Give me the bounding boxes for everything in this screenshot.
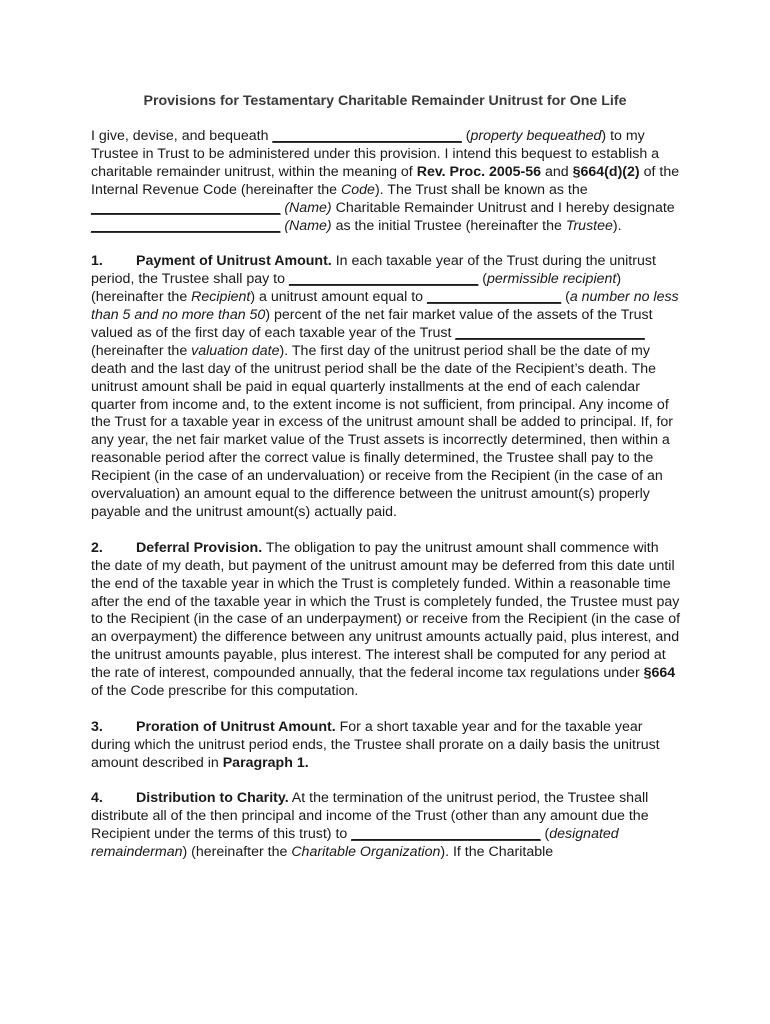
text: §664 bbox=[643, 665, 676, 682]
paragraph-heading: Deferral Provision. bbox=[136, 539, 263, 556]
text: ) (hereinafter the bbox=[91, 271, 622, 306]
text: §664(d)(2) bbox=[572, 163, 640, 180]
text: At the termination of the unitrust period, the Trustee shall distribute all of the then principal and income of the Trust (other than any amount due the Recipient under the terms of this trust) to bbox=[91, 790, 649, 843]
document-title: Provisions for Testamentary Charitable Remainder Unitrust for One Life bbox=[143, 93, 627, 109]
text: of the Internal Revenue Code (hereinafter the bbox=[91, 163, 680, 198]
text: Code bbox=[341, 181, 375, 198]
remainderman-blank: ________________________ bbox=[351, 826, 541, 843]
text: ). The Trust shall be known as the bbox=[374, 181, 588, 198]
text: Rev. Proc. 2005-56 bbox=[416, 163, 542, 180]
text: permissible recipient bbox=[487, 271, 617, 288]
text: of the Code prescribe for this computation. bbox=[91, 683, 359, 700]
text: as the initial Trustee (hereinafter the bbox=[331, 217, 566, 234]
text: (Name) bbox=[284, 217, 332, 234]
text: ). The first day of the unitrust period shall be the date of my death and the last day of the unitrust period shall be the date of the Recipient’s death. The unitrust amount shall be paid in equal quarterly installments at the end of each calendar quarter from income and, to the extent income is not sufficient, from principal. Any income of the Trust for a taxable year in excess of the unitrust amount shall be added to principal. If, for any year, the net fair market value of the Trust assets is incorrectly determined, then within a reasonable period after the correct value is finally determined, the Trustee shall pay to the Recipient (in the case of an undervaluation) or receive from the Recipient (in the case of an overvaluation) an amount equal to the difference between the unitrust amount(s) properly payable and the unitrust amount(s) actually paid. bbox=[91, 342, 674, 521]
text: Paragraph 1. bbox=[222, 754, 309, 771]
paragraph-4: 4. Distribution to Charity. At the termination of the unitrust period, the Trustee shall distribute all of the then principal and income of the Trust (other than any amount due the Recipient under the terms of this trust) to ________________________ (designated remainderman) (hereinafter the Charitable Organization). If the Charitable bbox=[91, 790, 649, 861]
text: In each taxable year of the Trust during the unitrust period, the Trustee shall pay to bbox=[91, 253, 656, 288]
text: ) to my Trustee in Trust to be administered under this provision. I intend this bequest to establish a charitable remainder unitrust, within the meaning of bbox=[91, 128, 660, 180]
paragraph-2 bbox=[91, 540, 681, 701]
text: (Name) bbox=[284, 199, 332, 216]
paragraph-heading: Distribution to Charity. bbox=[136, 790, 289, 807]
text: Charitable Organization bbox=[291, 844, 441, 861]
text: property bequeathed bbox=[470, 128, 602, 144]
text: (hereinafter the bbox=[91, 342, 192, 359]
text: ) percent of the net fair market value of the assets of the Trust valued as of the first day of each taxable year of the Trust bbox=[91, 307, 653, 341]
text: Recipient bbox=[191, 289, 251, 306]
paragraph-3 bbox=[91, 719, 681, 773]
paragraph-number: 1. bbox=[91, 253, 103, 270]
text: For a short taxable year and for the taxable year during which the unitrust period ends, the Trustee shall prorate on a daily basis the unitrust amount described in bbox=[91, 718, 660, 771]
paragraph-number: 3. bbox=[91, 718, 103, 735]
text: Trustee bbox=[565, 217, 613, 234]
text: ). bbox=[612, 217, 622, 234]
paragraph-heading: Payment of Unitrust Amount. bbox=[136, 253, 332, 270]
percent-blank: _________________ bbox=[427, 289, 562, 306]
text: a number no less than 5 and no more than 50 bbox=[91, 289, 679, 324]
text: The obligation to pay the unitrust amount shall commence with the date of my death, but payment of the unitrust amount may be deferred from this date until the end of the taxable year in which the Trust is completely funded. Within a reasonable time after the end of the taxable year in which the Trust is completely funded, the Trustee must pay to the Recipient (in the case of an underpayment) or receive from the Recipient (in the case of an overpayment) the difference between any unitrust amounts actually paid, plus interest, and the unitrust amounts payable, plus interest. The interest shall be computed for any period at the rate of interest, compounded annually, that the federal income tax regulations under bbox=[91, 539, 681, 682]
property-blank: ________________________ bbox=[272, 128, 462, 144]
text: and bbox=[541, 163, 573, 180]
text: I give, devise, and bequeath bbox=[91, 128, 273, 144]
recipient-blank: ________________________ bbox=[288, 271, 479, 288]
text: valuation date bbox=[191, 342, 280, 359]
text: designated remainderman bbox=[91, 826, 619, 861]
text: ). If the Charitable bbox=[440, 844, 554, 861]
paragraph-1: 1. Payment of Unitrust Amount. In each taxable year of the Trust during the unitrust period, the Trustee shall pay to ________________________ (permissible recipient) (hereinafter the Recipient) a unitrust amount equal to _________________ (a number no less than 5 and no more than 50) percent of the net fair market value of the assets of the Trust valued as of the first day of each taxable year of the Trust ________________________ (hereinafter the valuation date). The first day of the unitrust period shall be the date of my death and the last day of the unitrust period shall be the date of the Recipient’s death. The unitrust amount shall be paid in equal quarterly installments at the end of each calendar quarter from income and, to the extent income is not sufficient, from principal. Any income of the Trust for a taxable year in excess of the unitrust amount shall be added to principal. If, for any year, the net fair market value of the Trust assets is incorrectly determined, then within a reasonable period after the correct value is finally determined, the Trustee shall pay to the Recipient (in the case of an undervaluation) or receive from the Recipient (in the case of an overvaluation) an amount equal to the difference between the unitrust amount(s) properly payable and the unitrust amount(s) actually paid. bbox=[91, 253, 679, 521]
valuation-date-blank: ________________________ bbox=[455, 324, 645, 341]
paragraph-number: 2. bbox=[91, 539, 103, 556]
text: Charitable Remainder Unitrust and I hereby designate bbox=[331, 199, 675, 216]
paragraph-heading: Proration of Unitrust Amount. bbox=[136, 718, 336, 735]
document-body bbox=[91, 128, 681, 880]
trustee-name-blank: ________________________ bbox=[91, 217, 281, 234]
text: ) a unitrust amount equal to bbox=[250, 289, 427, 306]
paragraph-number: 4. bbox=[91, 790, 103, 807]
text: ) (hereinafter the bbox=[182, 844, 292, 861]
trust-name-blank: ________________________ bbox=[91, 199, 281, 216]
intro-paragraph: I give, devise, and bequeath ________________________ (property bequeathed) to my Trustee in Trust to be administered under this provision. I intend this bequest to establish a charitable remainder unitrust, within the meaning of Rev. Proc. 2005-56 and §664(d)(2) of the Internal Revenue Code (hereinafter the Code). The Trust shall be known as the ________________________ (Name) Charitable Remainder Unitrust and I hereby designate ________________________ (Name) as the initial Trustee (hereinafter the Trustee). bbox=[91, 128, 680, 234]
